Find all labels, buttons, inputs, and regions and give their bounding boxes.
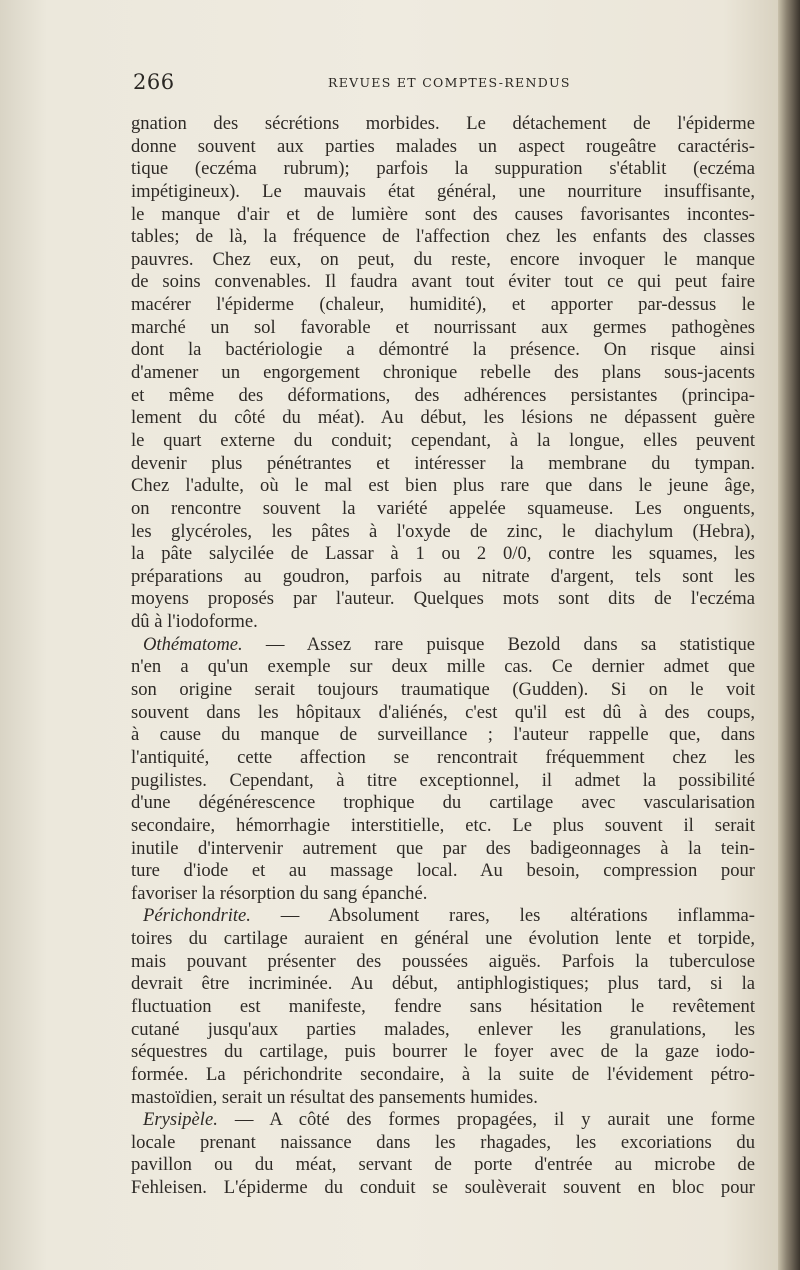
text-line [131, 702, 755, 725]
line-text: les glycéroles, les pâtes à l'oxyde de zinc, le diachylum (Hebra), [131, 520, 755, 542]
page-header [133, 70, 756, 100]
text-line [131, 928, 755, 951]
line-text: cutané jusqu'aux parties malades, enlever les granulations, les [131, 1018, 755, 1040]
text-line [131, 724, 755, 747]
line-text: gnation des sécrétions morbides. Le détachement de l'épiderme [131, 113, 755, 134]
line-text: souvent dans les hôpitaux d'aliénés, c'est qu'il est dû à des coups, [131, 701, 755, 723]
line-text: devenir plus pénétrantes et intéresser la membrane du tympan. [131, 452, 755, 474]
text-line [131, 1154, 755, 1177]
line-text: le quart externe du conduit; cependant, à la longue, elles peuvent [131, 429, 755, 451]
line-text: l'antiquité, cette affection se rencontrait fréquemment chez les [131, 746, 755, 768]
line-text: de soins convenables. Il faudra avant tout éviter tout ce qui peut faire [131, 271, 755, 293]
line-text: lement du côté du méat). Au début, les lésions ne dépassent guère [131, 407, 755, 429]
text-line [131, 181, 755, 204]
line-text: favoriser la résorption du sang épanché. [131, 882, 428, 904]
line-text: — A côté des formes propagées, il y aurait une forme [217, 1109, 755, 1131]
section-start-line [131, 634, 755, 657]
line-text: toires du cartilage auraient en général une évolution lente et torpide, [131, 928, 755, 950]
running-title: REVUES ET COMPTES-RENDUS [328, 75, 571, 90]
text-line [131, 407, 755, 430]
text-line [131, 973, 755, 996]
line-text: n'en a qu'un exemple sur deux mille cas. Ce dernier admet que [131, 656, 755, 678]
text-line [131, 521, 755, 544]
text-line [131, 136, 755, 159]
text-line [131, 271, 755, 294]
line-text: la pâte salycilée de Lassar à 1 ou 2 0/0, contre les squames, les [131, 543, 755, 565]
line-text: tique (eczéma rubrum); parfois la suppuration s'établit (eczéma [131, 158, 755, 180]
line-text: fluctuation est manifeste, fendre sans hésitation le revêtement [131, 995, 755, 1017]
line-text: et même des déformations, des adhérences persistantes (principa- [131, 384, 755, 406]
text-line [131, 1019, 755, 1042]
text-line [131, 838, 755, 861]
line-text: séquestres du cartilage, puis bourrer le foyer avec de la gaze iodo- [131, 1041, 755, 1063]
text-line [131, 1087, 755, 1110]
line-text: — Assez rare puisque Bezold dans sa statistique [242, 633, 755, 655]
text-line [131, 883, 755, 906]
text-line [131, 1177, 755, 1200]
line-text: le manque d'air et de lumière sont des causes favorisantes incontes- [131, 203, 755, 225]
text-line [131, 1064, 755, 1087]
line-text: son origine serait toujours traumatique (Gudden). Si on le voit [131, 679, 755, 701]
line-text: marché un sol favorable et nourrissant aux germes pathogènes [131, 316, 755, 338]
text-line [131, 362, 755, 385]
text-line [131, 294, 755, 317]
text-line [131, 453, 755, 476]
text-line [131, 113, 755, 136]
text-line [131, 385, 755, 408]
text-line [131, 204, 755, 227]
section-term: Erysipèle. [143, 1109, 218, 1131]
page-number: 266 [133, 70, 175, 94]
section-term: Othématome. [143, 633, 243, 655]
text-line [131, 747, 755, 770]
text-line [131, 430, 755, 453]
line-text: inutile d'intervenir autrement que par des badigeonnages à la tein- [131, 837, 755, 859]
line-text: pugilistes. Cependant, à titre exceptionnel, il admet la possibilité [131, 769, 755, 791]
text-line [131, 226, 755, 249]
line-text: impétigineux). Le mauvais état général, une nourriture insuffisante, [131, 180, 755, 202]
text-line [131, 679, 755, 702]
line-text: tables; de là, la fréquence de l'affection chez les enfants des classes [131, 226, 755, 248]
text-line [131, 158, 755, 181]
line-text: d'une dégénérescence trophique du cartilage avec vascularisation [131, 792, 755, 814]
line-text: devrait être incriminée. Au début, antiphlogistiques; plus tard, si la [131, 973, 755, 995]
line-text: mastoïdien, serait un résultat des pansements humides. [131, 1086, 538, 1108]
line-text: dont la bactériologie a démontré la présence. On risque ainsi [131, 339, 755, 361]
text-line [131, 339, 755, 362]
text-line [131, 996, 755, 1019]
page-edge [778, 0, 800, 1270]
text-line [131, 475, 755, 498]
line-text: donne souvent aux parties malades un aspect rougeâtre caractéris- [131, 135, 755, 157]
body-text [131, 113, 755, 1200]
line-text: pavillon ou du méat, servant de porte d'entrée au microbe de [131, 1154, 755, 1176]
line-text: mais pouvant présenter des poussées aiguës. Parfois la tuberculose [131, 950, 755, 972]
text-line [131, 860, 755, 883]
line-text: à cause du manque de surveillance ; l'auteur rappelle que, dans [131, 724, 755, 746]
text-line [131, 792, 755, 815]
text-line [131, 656, 755, 679]
line-text: formée. La périchondrite secondaire, à la suite de l'évidement pétro- [131, 1063, 755, 1085]
text-line [131, 543, 755, 566]
line-text: pauvres. Chez eux, on peut, du reste, encore invoquer le manque [131, 248, 755, 270]
text-line [131, 951, 755, 974]
text-line [131, 1041, 755, 1064]
line-text: — Absolument rares, les altérations inflamma- [250, 905, 755, 927]
line-text: secondaire, hémorrhagie interstitielle, etc. Le plus souvent il serait [131, 814, 755, 836]
text-line [131, 588, 755, 611]
line-text: macérer l'épiderme (chaleur, humidité), et apporter par-dessus le [131, 294, 755, 316]
text-line [131, 815, 755, 838]
text-line [131, 611, 755, 634]
line-text: locale prenant naissance dans les rhagades, les excoriations du [131, 1131, 755, 1153]
line-text: Chez l'adulte, où le mal est bien plus rare que dans le jeune âge, [131, 475, 755, 497]
text-line [131, 317, 755, 340]
line-text: moyens proposés par l'auteur. Quelques mots sont dits de l'eczéma [131, 588, 755, 610]
line-text: d'amener un engorgement chronique rebelle des plans sous-jacents [131, 362, 755, 384]
line-text: on rencontre souvent la variété appelée squameuse. Les onguents, [131, 497, 755, 519]
line-text: dû à l'iodoforme. [131, 611, 258, 633]
section-start-line [131, 905, 755, 928]
text-line [131, 1132, 755, 1155]
text-line [131, 249, 755, 272]
section-start-line [131, 1109, 755, 1132]
text-line [131, 498, 755, 521]
text-line [131, 566, 755, 589]
section-term: Périchondrite. [143, 905, 251, 927]
line-text: préparations au goudron, parfois au nitrate d'argent, tels sont les [131, 565, 755, 587]
line-text: Fehleisen. L'épiderme du conduit se soulèverait souvent en bloc pour [131, 1177, 755, 1199]
line-text: ture d'iode et au massage local. Au besoin, compression pour [131, 860, 755, 882]
text-line [131, 770, 755, 793]
